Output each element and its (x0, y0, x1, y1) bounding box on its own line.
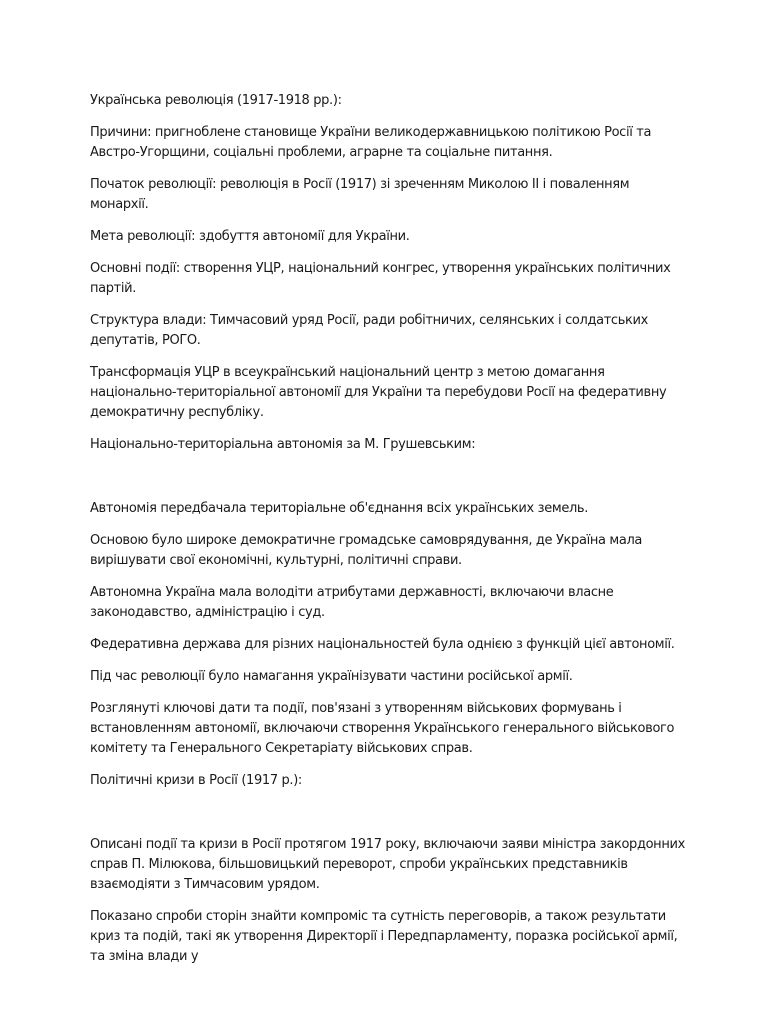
paragraph-army-ukrainization: Під час революції було намагання українізувати частини російської армії. (90, 669, 573, 684)
paragraph-federative-state: Федеративна держава для різних національностей була однією з функцій цієї автономії. (90, 637, 675, 652)
paragraph-self-government: Основою було широке демократичне громадське самоврядування, де Україна мала вирішувати свої економічні, культурні, політичні справи. (90, 533, 643, 568)
paragraph-ucr-transformation: Трансформація УЦР в всеукраїнський національний центр з метою домагання національно-територіальної автономії для України та перебудови Росії на федеративну демократичну республіку. (90, 365, 667, 420)
heading-ukrainian-revolution: Українська революція (1917-1918 рр.): (90, 93, 342, 108)
paragraph-territorial-unification: Автономія передбачала територіальне об'єднання всіх українських земель. (90, 501, 589, 516)
paragraph-compromise-attempts: Показано спроби сторін знайти компроміс та сутність переговорів, а також результати криз та подій, такі як утворення Директорії і Передпарламенту, поразка російської армії, та зміна влади у (90, 909, 678, 964)
paragraph-statehood-attributes: Автономна Україна мала володіти атрибутами державності, включаючи власне законодавство, адміністрацію і суд. (90, 585, 614, 620)
heading-autonomy-hrushevsky: Національно-територіальна автономія за М. Грушевським: (90, 437, 476, 452)
heading-political-crises: Політичні кризи в Росії (1917 р.): (90, 773, 302, 788)
paragraph-main-events: Основні події: створення УЦР, національний конгрес, утворення українських політичних партій. (90, 261, 671, 296)
paragraph-crisis-events: Описані події та кризи в Росії протягом 1917 року, включаючи заяви міністра закордонних справ П. Мілюкова, більшовицький переворот, спроби українських представників взаємодіяти з Тимчасовим урядом. (90, 837, 685, 892)
paragraph-beginning: Початок революції: революція в Росії (1917) зі зреченням Миколою II і поваленням монархії. (90, 177, 630, 212)
paragraph-military-formations: Розглянуті ключові дати та події, пов'язані з утворенням військових формувань і встановленням автономії, включаючи створення Українського генерального військового комітету та Генерального Секретаріату військових справ. (90, 701, 675, 756)
paragraph-power-structure: Структура влади: Тимчасовий уряд Росії, ради робітничих, селянських і солдатських депутатів, РОГО. (90, 313, 648, 348)
paragraph-causes: Причини: пригноблене становище України великодержавницькою політикою Росії та Австро-Угорщини, соціальні проблеми, аграрне та соціальне питання. (90, 125, 652, 160)
paragraph-goal: Мета революції: здобуття автономії для України. (90, 229, 410, 244)
document-body (90, 91, 690, 979)
